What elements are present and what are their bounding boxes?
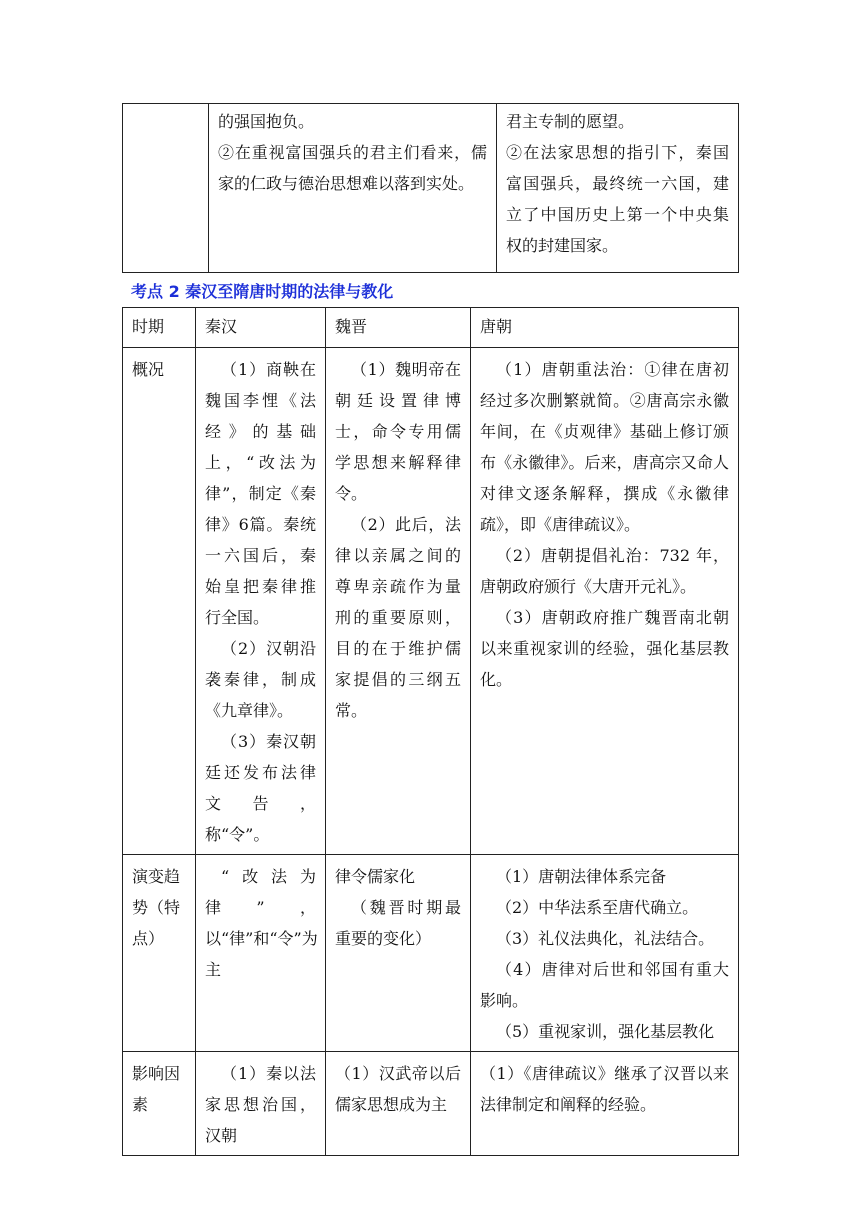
cell-text: （3）唐朝政府推广魏晋南北朝以来重视家训的经验，强化基层教化。 bbox=[480, 608, 729, 689]
cell-text: （2）此后，法律以亲属之间的尊卑亲疏作为量刑的重要原则，目的在于维护儒家提倡的三纲五常。 bbox=[335, 515, 461, 720]
cell-text: （1）魏明帝在朝廷设置律博士，命令专用儒学思想来解释律令。 bbox=[335, 360, 461, 503]
cell-tang bbox=[471, 348, 739, 855]
header-cell: 魏晋 bbox=[326, 308, 471, 348]
cell-qinhan bbox=[196, 855, 326, 1052]
table-row bbox=[123, 1052, 739, 1156]
cell-text: 的强国抱负。 bbox=[218, 112, 315, 131]
cell-text: （1）《唐律疏议》继承了汉晋以来法律制定和阐释的经验。 bbox=[480, 1064, 729, 1114]
cell-text: （魏晋时期最重要的变化） bbox=[335, 898, 461, 948]
cell-weijin bbox=[326, 855, 471, 1052]
cell-text: （1）商鞅在魏国李悝《法经》的基础上，“改法为律”，制定《秦律》6篇。秦统一六国后，秦始皇把秦律推行全国。 bbox=[205, 360, 316, 627]
cell-text: （1）唐朝重法治：①律在唐初经过多次删繁就简。②唐高宗永徽年间，在《贞观律》基础上修订颁布《永徽律》。后来，唐高宗又命人对律文逐条解释，撰成《永徽律疏》，即《唐律疏议》。 bbox=[480, 360, 729, 534]
header-cell: 唐朝 bbox=[471, 308, 739, 348]
cell-tang bbox=[471, 1052, 739, 1156]
cell-qinhan bbox=[196, 1052, 326, 1156]
empty-cell bbox=[123, 104, 209, 273]
table-header-row bbox=[123, 308, 739, 348]
cell-weijin bbox=[326, 1052, 471, 1156]
row-label: 演变趋势（特点） bbox=[123, 855, 196, 1052]
cell-text: （1）秦以法家思想治国，汉朝 bbox=[205, 1064, 316, 1145]
cell-col-b bbox=[209, 104, 497, 273]
cell-text: ②在法家思想的指引下，秦国富国强兵，最终统一六国，建立了中国历史上第一个中央集权的封建国家。 bbox=[506, 143, 729, 255]
law-table bbox=[122, 307, 739, 1156]
table-row bbox=[123, 855, 739, 1052]
cell-text: （2）汉朝沿袭秦律，制成《九章律》。 bbox=[205, 639, 316, 720]
cell-text: 律令儒家化 bbox=[335, 867, 416, 886]
continuation-table bbox=[122, 103, 739, 273]
section-heading: 考点 2 秦汉至隋唐时期的法律与教化 bbox=[131, 282, 394, 301]
cell-col-c bbox=[497, 104, 739, 273]
cell-text: “改法为律”，以“律”和“令”为主 bbox=[205, 867, 318, 979]
cell-text: （2）中华法系至唐代确立。 bbox=[496, 898, 699, 917]
header-cell: 秦汉 bbox=[196, 308, 326, 348]
cell-weijin bbox=[326, 348, 471, 855]
cell-text: （3）礼仪法典化，礼法结合。 bbox=[496, 929, 715, 948]
cell-text: 君主专制的愿望。 bbox=[506, 112, 635, 131]
header-cell: 时期 bbox=[123, 308, 196, 348]
cell-text: ②在重视富国强兵的君主们看来，儒家的仁政与德治思想难以落到实处。 bbox=[218, 143, 487, 193]
cell-tang bbox=[471, 855, 739, 1052]
table-row bbox=[123, 104, 739, 273]
cell-text: （2）唐朝提倡礼治：732 年，唐朝政府颁行《大唐开元礼》。 bbox=[480, 546, 729, 596]
cell-text: （3）秦汉朝廷还发布法律文告，称“令”。 bbox=[205, 732, 316, 844]
row-label: 影响因素 bbox=[123, 1052, 196, 1156]
cell-text: （1）唐朝法律体系完备 bbox=[496, 867, 667, 886]
cell-text: （4）唐律对后世和邻国有重大影响。 bbox=[480, 960, 729, 1010]
cell-qinhan bbox=[196, 348, 326, 855]
table-row bbox=[123, 348, 739, 855]
cell-text: （1）汉武帝以后儒家思想成为主 bbox=[335, 1064, 461, 1114]
row-label: 概况 bbox=[123, 348, 196, 855]
cell-text: （5）重视家训，强化基层教化 bbox=[496, 1022, 715, 1041]
